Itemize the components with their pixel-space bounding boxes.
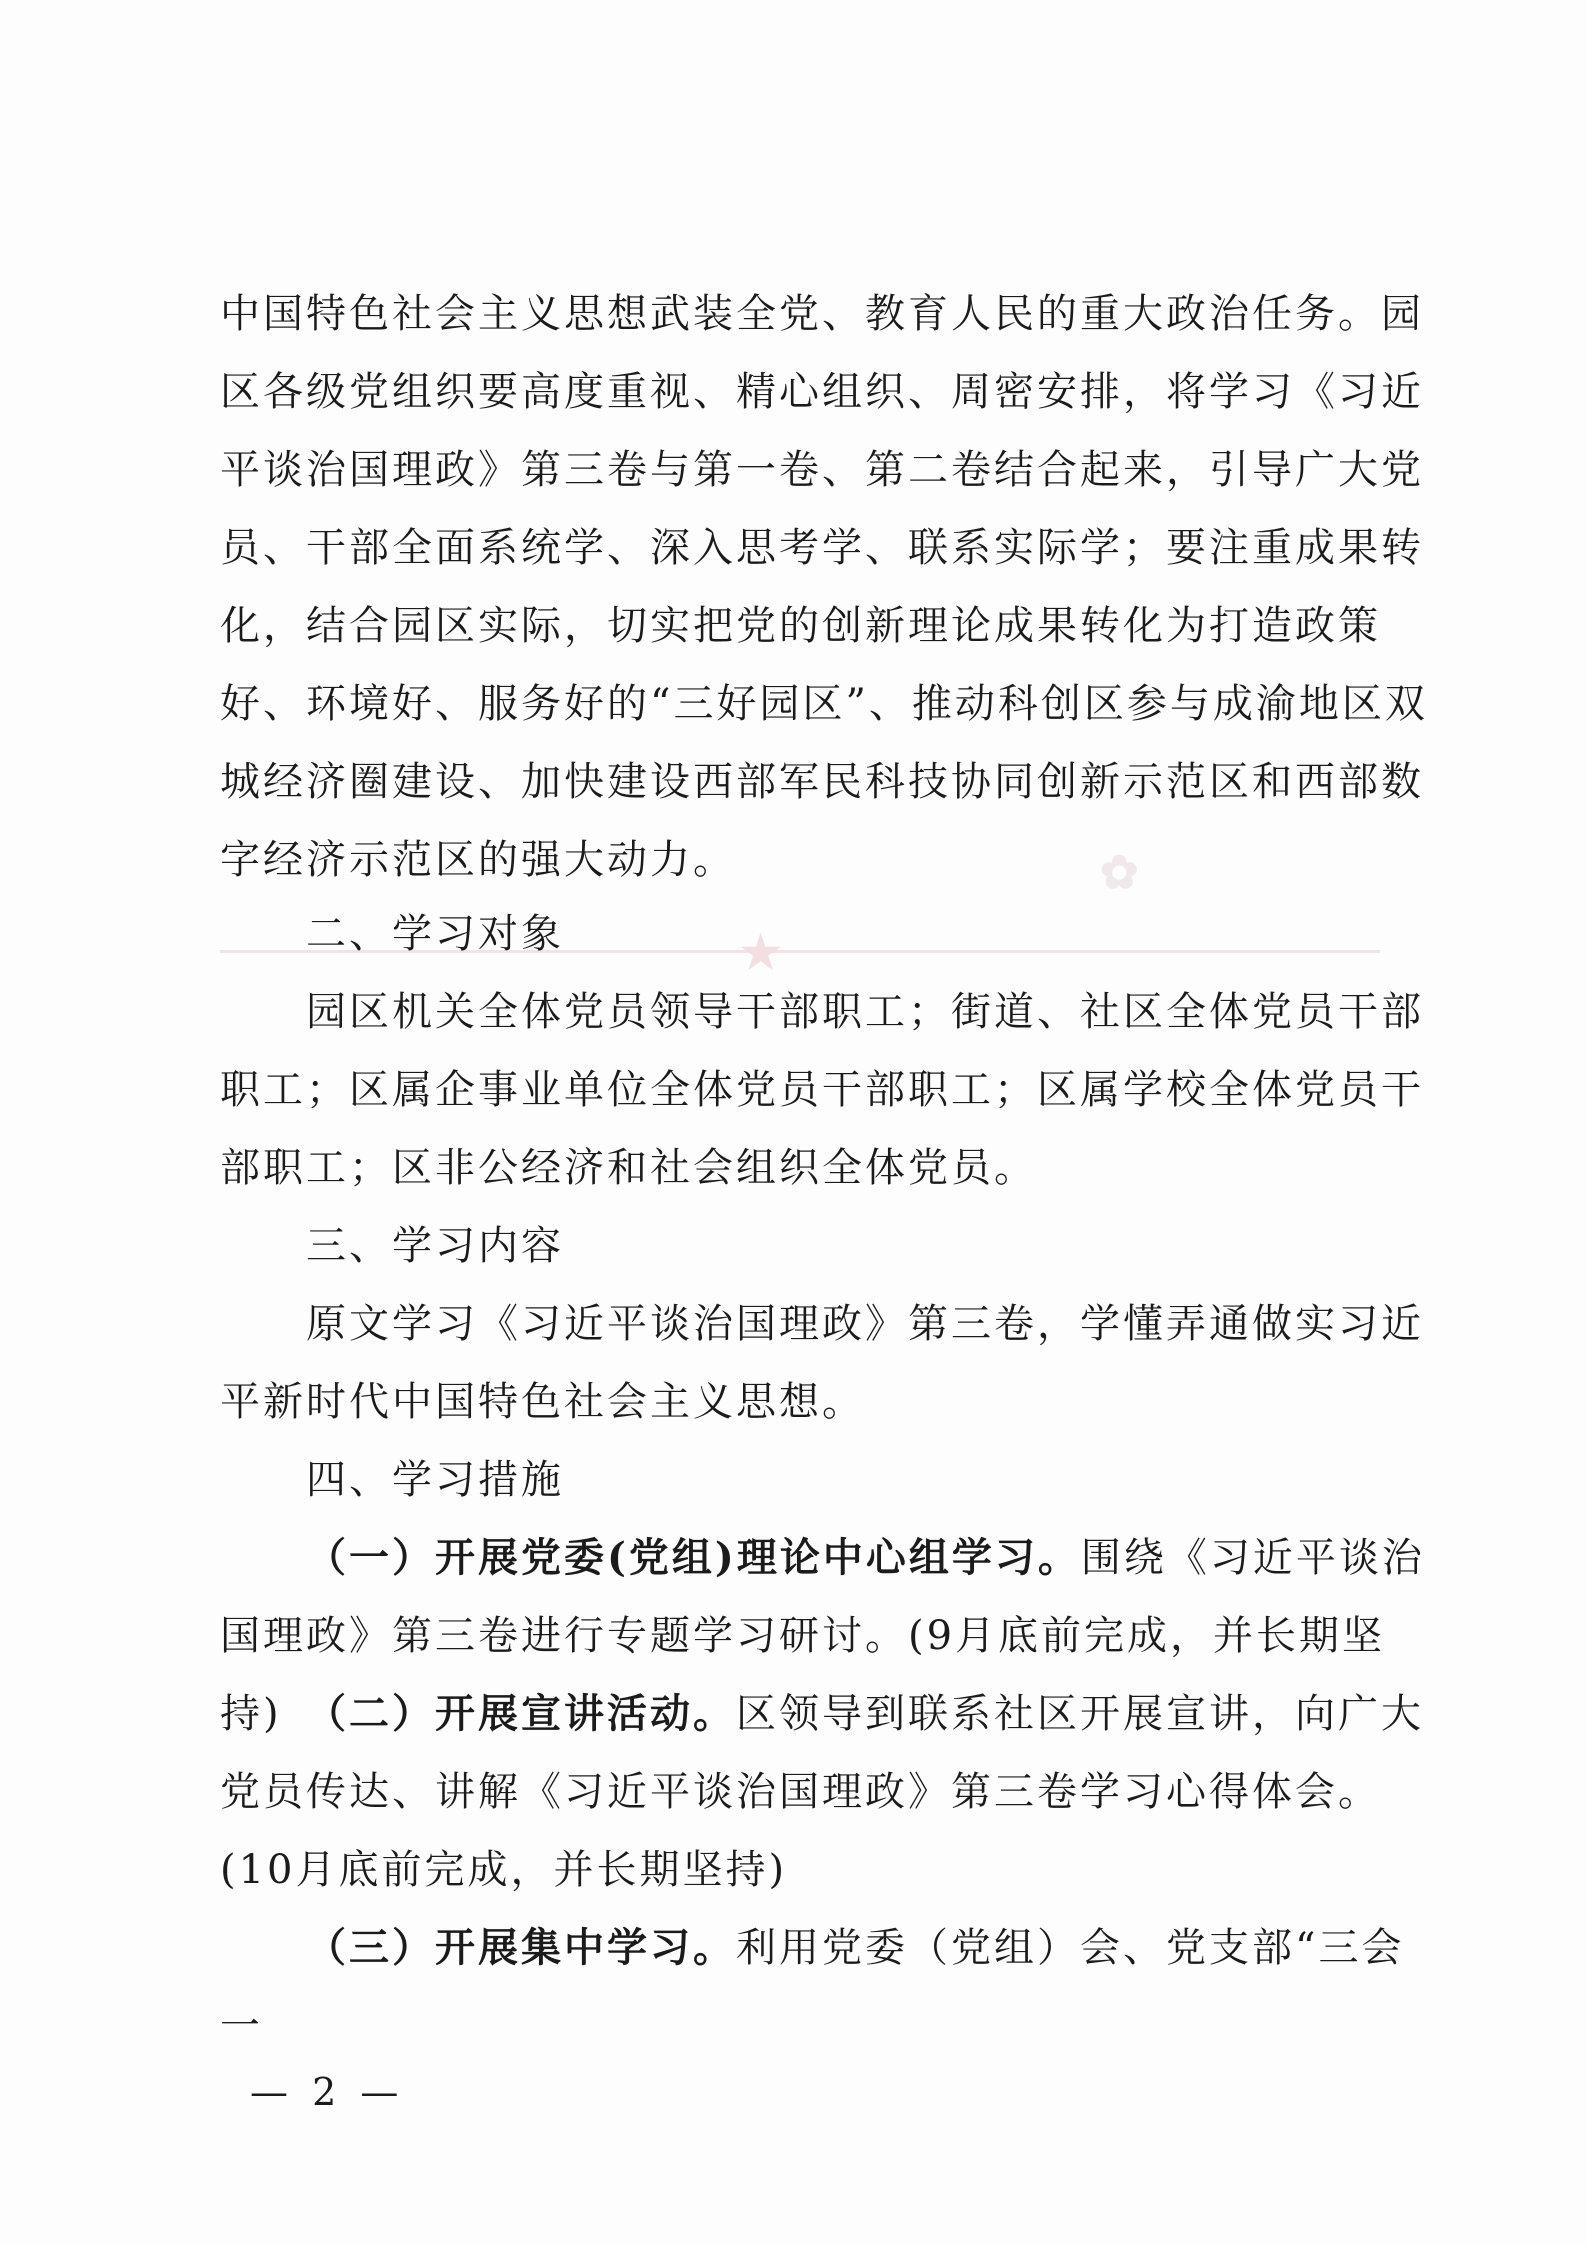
measure-2-body: 区领导到联系社区开展宣讲，向广大党员传达、讲解《习近平谈治国理政》第三卷学习心得体会。(10月底前完成，并长期坚持) <box>220 1691 1424 1893</box>
measure-1-title: （一）开展党委(党组)理论中心组学习。 <box>306 1534 1081 1581</box>
measure-3-title: （三）开展集中学习。 <box>306 1924 736 1971</box>
bleed-through-seal-icon: ✿ <box>1100 845 1139 899</box>
page-number: — 2 — <box>250 2070 405 2114</box>
measure-2-title: （二）开展宣讲活动。 <box>306 1690 736 1737</box>
heading-study-measures: 四、学习措施 <box>306 1457 564 1503</box>
heading-study-content: 三、学习内容 <box>306 1223 564 1269</box>
paragraph-study-content: 原文学习《习近平谈治国理政》第三卷，学懂弄通做实习近平新时代中国特色社会主义思想。 <box>220 1301 1424 1425</box>
measure-3-body: 利用党委（党组）会、党支部“三会一 <box>220 1925 1405 2049</box>
measure-1-body: 围绕《习近平谈治国理政》第三卷进行专题学习研讨。(9月底前完成，并长期坚持) <box>220 1535 1425 1737</box>
measure-3 <box>220 1909 1430 2065</box>
paragraph-goal: 中国特色社会主义思想武装全党、教育人民的重大政治任务。园区各级党组织要高度重视、精心组织、周密安排，将学习《习近平谈治国理政》第三卷与第一卷、第二卷结合起来，引导广大党员、干部全面系统学、深入思考学、联系实际学；要注重成果转化，结合园区实际，切实把党的创新理论成果转化为打造政策好、环境好、服务好的“三好园区”、推动科创区参与成渝地区双城经济圈建设、加快建设西部军民科技协同创新示范区和西部数字经济示范区的强大动力。 <box>220 291 1428 883</box>
paragraph-study-targets: 园区机关全体党员领导干部职工；街道、社区全体党员干部职工；区属企事业单位全体党员干部职工；区属学校全体党员干部职工；区非公经济和社会组织全体党员。 <box>220 989 1424 1191</box>
heading-study-targets: 二、学习对象 <box>306 911 564 957</box>
bleed-through-star-icon: ★ <box>740 925 782 979</box>
measure-2 <box>220 1675 1430 1909</box>
